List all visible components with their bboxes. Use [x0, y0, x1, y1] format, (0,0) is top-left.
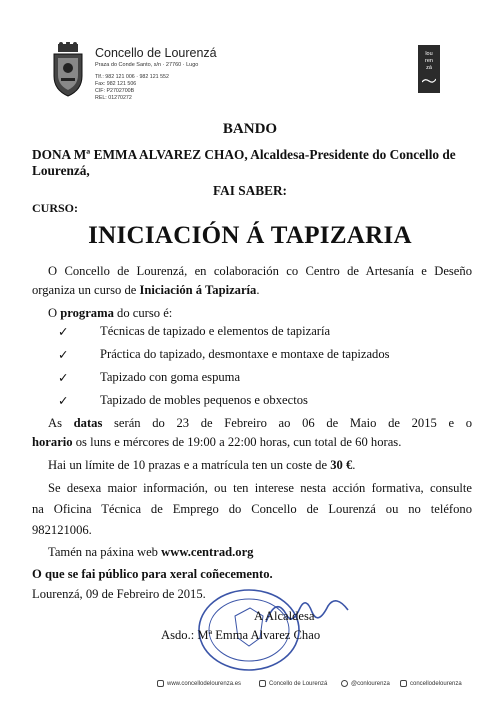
dates-bold: datas — [73, 416, 103, 430]
program-item: Técnicas de tapizado e elementos de tapizaría — [100, 324, 331, 338]
check-icon: ✓ — [58, 394, 69, 408]
footer-twitter-text: @conlourenza — [351, 681, 390, 688]
footer-facebook-text: Concello de Lourenzá — [269, 681, 328, 688]
dates-text: As — [48, 416, 74, 430]
logo-line: zá — [426, 65, 432, 71]
dates-text-end: serán do 23 de Febreiro ao 06 de Maio de 2015 e o — [102, 416, 472, 430]
announce-label: FAI SABER: — [212, 183, 287, 198]
place-date: Lourenzá, 09 de Febreiro de 2015. — [32, 587, 206, 601]
coat-of-arms-logo — [49, 42, 87, 98]
info-line-2: na Oficina Técnica de Emprego do Concello de Lourenzá ou no teléfono — [32, 502, 472, 516]
program-intro — [32, 304, 472, 323]
intro-line-2 — [32, 281, 472, 300]
lourenza-brand-logo — [418, 45, 440, 93]
contact-rel: REL: 01270272 — [95, 95, 132, 101]
instagram-icon — [400, 680, 407, 687]
hours-text: os luns e mércores de 19:00 a 22:00 horas, cun total de 60 horas. — [72, 435, 402, 449]
program-text: O — [48, 306, 61, 320]
program-text-end: do curso é: — [113, 306, 173, 320]
web-line — [32, 543, 472, 562]
signer-name: Asdo.: Mª Emma Alvarez Chao — [161, 628, 321, 642]
contact-cif: CIF: P2702700B — [95, 88, 135, 94]
footer-twitter[interactable] — [341, 680, 390, 687]
limit-line — [32, 456, 472, 475]
price-bold: 30 € — [330, 458, 353, 472]
addresser: DONA Mª EMMA ALVAREZ CHAO, Alcaldesa-Presidente do Concello de Lourenzá, — [32, 147, 456, 178]
computer-icon — [157, 680, 164, 687]
course-title: INICIACIÓN Á TAPIZARIA — [88, 222, 412, 249]
org-address: Praza do Conde Santo, s/n · 27760 · Lugo — [95, 62, 199, 68]
limit-period: . — [352, 458, 356, 472]
facebook-icon — [259, 680, 266, 687]
logo-line: ren — [425, 58, 433, 64]
program-item: Tapizado de mobles pequenos e obxectos — [100, 393, 308, 407]
hours-line — [32, 433, 472, 452]
program-item: Práctica do tapizado, desmontaxe e montaxe de tapizados — [100, 347, 390, 361]
footer-website[interactable] — [157, 680, 241, 687]
contact-phone: Tlf.: 982 121 006 · 982 121 552 — [95, 74, 169, 80]
footer-website-text: www.concellodelourenza.es — [167, 681, 242, 688]
logo-wave-icon — [422, 76, 436, 84]
check-icon: ✓ — [58, 348, 69, 362]
check-icon: ✓ — [58, 371, 69, 385]
limit-text: Hai un límite de 10 prazas e a matrícula ten un coste de — [48, 458, 331, 472]
footer-instagram[interactable] — [400, 680, 462, 687]
web-link[interactable]: www.centrad.org — [161, 545, 254, 559]
hours-bold: horario — [32, 435, 73, 449]
check-icon: ✓ — [58, 325, 69, 339]
info-line-1: Se desexa maior información, ou ten interese nesta acción formativa, consulte — [48, 481, 472, 495]
intro-text: organiza un curso de — [32, 283, 140, 297]
signer-title: A Alcaldesa — [254, 609, 315, 623]
dates-line — [32, 414, 472, 433]
document-heading: BANDO — [222, 121, 278, 137]
intro-period: . — [256, 283, 260, 297]
closing-line: O que se fai público para xeral coñecemento. — [32, 567, 273, 581]
course-name-bold: Iniciación á Tapizaría — [139, 283, 257, 297]
curso-label: CURSO: — [32, 201, 79, 215]
intro-line-1: O Concello de Lourenzá, en colaboración co Centro de Artesanía e Deseño — [48, 264, 472, 278]
program-item: Tapizado con goma espuma — [100, 370, 241, 384]
program-bold: programa — [60, 306, 114, 320]
twitter-icon — [341, 680, 348, 687]
footer-instagram-text: concellodelourenza — [410, 681, 462, 688]
footer-facebook[interactable] — [259, 680, 327, 687]
info-line-3: 982121006. — [32, 523, 92, 537]
org-name: Concello de Lourenzá — [95, 46, 217, 60]
contact-fax: Fax: 982 121 506 — [95, 81, 137, 87]
logo-line: lou — [425, 51, 433, 57]
web-text: Tamén na páxina web — [48, 545, 162, 559]
